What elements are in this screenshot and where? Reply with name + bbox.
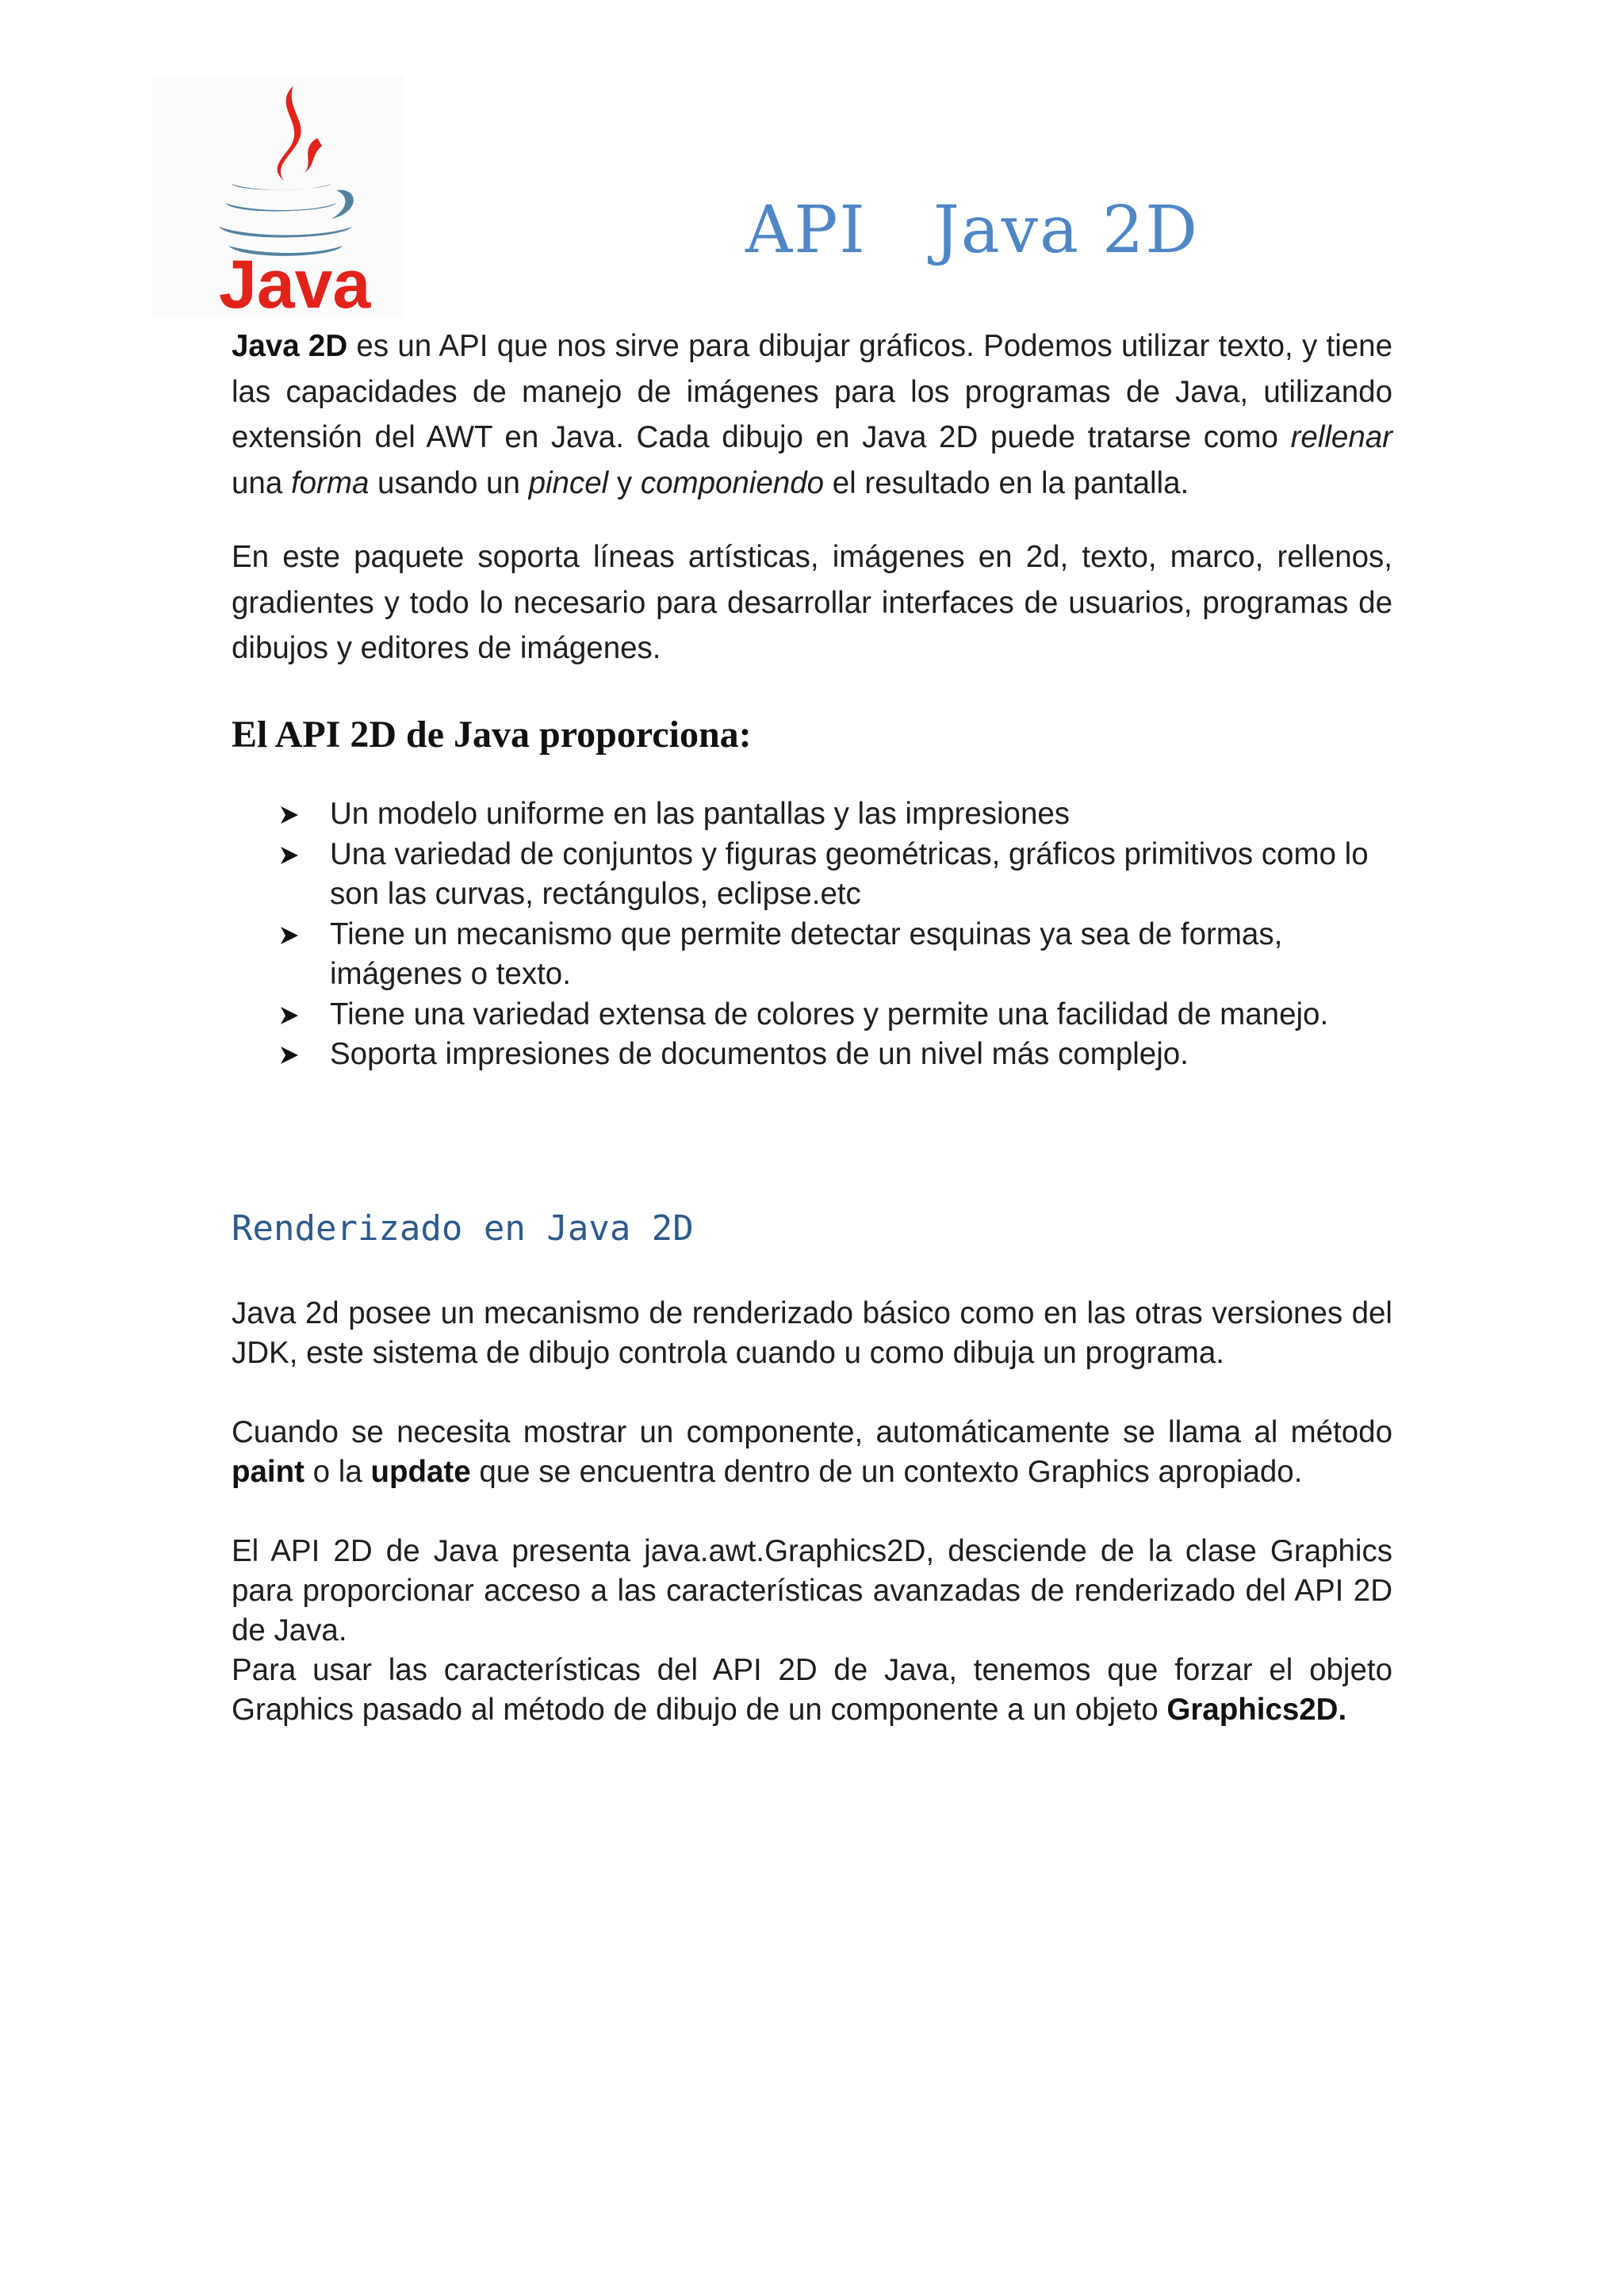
- list-item: [279, 995, 1389, 1035]
- intro-text: el resultado en la pantalla.: [824, 465, 1189, 500]
- features-list: [279, 794, 1389, 1075]
- render-paragraph-4: [232, 1651, 1392, 1730]
- section-heading-api: El API 2D de Java proporciona:: [232, 714, 752, 756]
- arrow-bullet-icon: [279, 1045, 300, 1066]
- java-cup-icon: [152, 76, 404, 319]
- intro-paragraph-2: En este paquete soporta líneas artísticas, imágenes en 2d, texto, marco, rellenos, gradientes y todo lo necesario para desarrollar interfaces de usuarios, programas de dibujos y editores de imágenes.: [232, 540, 1392, 665]
- section-heading-renderizado: Renderizado en Java 2D: [232, 1208, 694, 1249]
- intro-text: usando un: [369, 465, 529, 500]
- method-name-paint: paint: [232, 1455, 304, 1489]
- list-item: [279, 835, 1389, 915]
- class-name-graphics2d: Graphics2D.: [1166, 1693, 1347, 1727]
- intro-paragraph: [232, 323, 1392, 506]
- document-title: API Java 2D: [745, 193, 1199, 268]
- list-item-text: Tiene una variedad extensa de colores y permite una facilidad de manejo.: [330, 997, 1329, 1031]
- list-item-text: Un modelo uniforme en las pantallas y las impresiones: [330, 797, 1071, 831]
- intro-emphasis: pincel: [528, 465, 609, 500]
- intro-term: Java 2D: [232, 329, 348, 363]
- list-item: [279, 1035, 1389, 1075]
- intro-emphasis: componiendo: [640, 465, 825, 500]
- intro-emphasis: forma: [290, 465, 370, 500]
- intro-text: es un API que nos sirve para dibujar gráficos. Podemos utilizar texto, y tiene las capacidades de manejo de imágenes para los programas de Java, utilizando extensión del AWT en Java. Cada dibujo en Java 2D puede tratarse como: [232, 329, 1393, 454]
- list-item: [279, 794, 1389, 835]
- list-item-text: Una variedad de conjuntos y figuras geométricas, gráficos primitivos como lo son las curvas, rectángulos, eclipse.etc: [330, 836, 1369, 911]
- intro-emphasis: rellenar: [1290, 420, 1392, 454]
- arrow-bullet-icon: [279, 1005, 300, 1026]
- list-item-text: Tiene un mecanismo que permite detectar esquinas ya sea de formas, imágenes o texto.: [330, 916, 1283, 991]
- render-paragraph-1: Java 2d posee un mecanismo de renderizado básico como en las otras versiones del JDK, este sistema de dibujo controla cuando u como dibuja un programa.: [232, 1296, 1392, 1370]
- render-paragraph-2: [232, 1413, 1392, 1492]
- logo-wordmark: Java: [219, 247, 371, 319]
- intro-text: una: [232, 465, 291, 500]
- intro-text: y: [608, 465, 641, 500]
- list-item-text: Soporta impresiones de documentos de un nivel más complejo.: [330, 1037, 1189, 1071]
- list-item: [279, 915, 1389, 995]
- paragraph-text: que se encuentra dentro de un contexto Graphics apropiado.: [470, 1455, 1303, 1489]
- paragraph-text: o la: [304, 1455, 371, 1489]
- method-name-update: update: [370, 1455, 471, 1489]
- arrow-bullet-icon: [279, 925, 300, 946]
- java-logo: [152, 76, 404, 319]
- arrow-bullet-icon: [279, 845, 300, 866]
- paragraph-text: Cuando se necesita mostrar un componente, automáticamente se llama al método: [232, 1415, 1392, 1449]
- arrow-bullet-icon: [279, 805, 300, 825]
- paragraph-text: Para usar las características del API 2D de Java, tenemos que forzar el objeto Graphics pasado al método de dibujo de un componente a un objeto: [232, 1653, 1392, 1727]
- render-paragraph-3: El API 2D de Java presenta java.awt.Graphics2D, desciende de la clase Graphics para proporcionar acceso a las características avanzadas de renderizado del API 2D de Java.: [232, 1534, 1392, 1647]
